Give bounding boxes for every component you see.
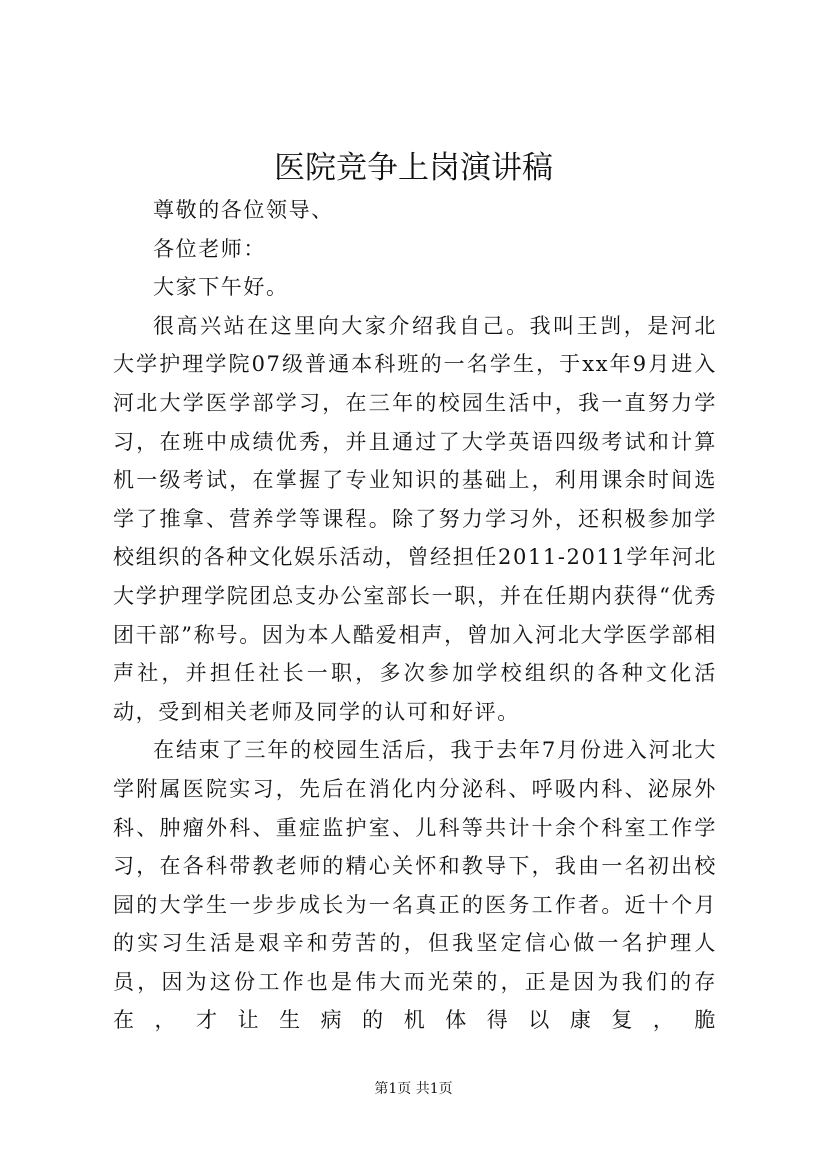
paragraph-internship: 在结束了三年的校园生活后，我于去年7月份进入河北大学附属医院实习，先后在消化内分泌科、呼吸内科、泌尿外科、肿瘤外科、重症监护室、儿科等共计十余个科室工作学习，在各科带教老师的精心关怀和教导下，我由一名初出校园的大学生一步步成长为一名真正的医务工作者。近十个月的实习生活是艰辛和劳苦的，但我坚定信心做一名护理人员，因为这份工作也是伟大而光荣的，正是因为我们的存在，才让生病的机体得以康复，脆 — [113, 738, 717, 1033]
greeting-line-2: 各位老师： — [153, 236, 266, 261]
greeting-line-3: 大家下午好。 — [153, 275, 289, 300]
document-body — [113, 191, 717, 1040]
page-footer: 第1页 共1页 — [374, 1081, 453, 1097]
greeting-line-1: 尊敬的各位领导、 — [153, 198, 334, 222]
document-title: 医院竞争上岗演讲稿 — [274, 150, 553, 186]
paragraph-introduction: 很高兴站在这里向大家介绍我自己。我叫王剀，是河北大学护理学院07级普通本科班的一名学生，于xx年9月进入河北大学医学部学习，在三年的校园生活中，我一直努力学习，在班中成绩优秀，并且通过了大学英语四级考试和计算机一级考试，在掌握了专业知识的基础上，利用课余时间选学了推拿、营养学等课程。除了努力学习外，还积极参加学校组织的各种文化娱乐活动，曾经担任2011-2011学年河北大学护理学院团总支办公室部长一职，并在任期内获得“优秀团干部”称号。因为本人酷爱相声，曾加入河北大学医学部相声社，并担任社长一职，多次参加学校组织的各种文化活动，受到相关老师及同学的认可和好评。 — [113, 313, 717, 724]
